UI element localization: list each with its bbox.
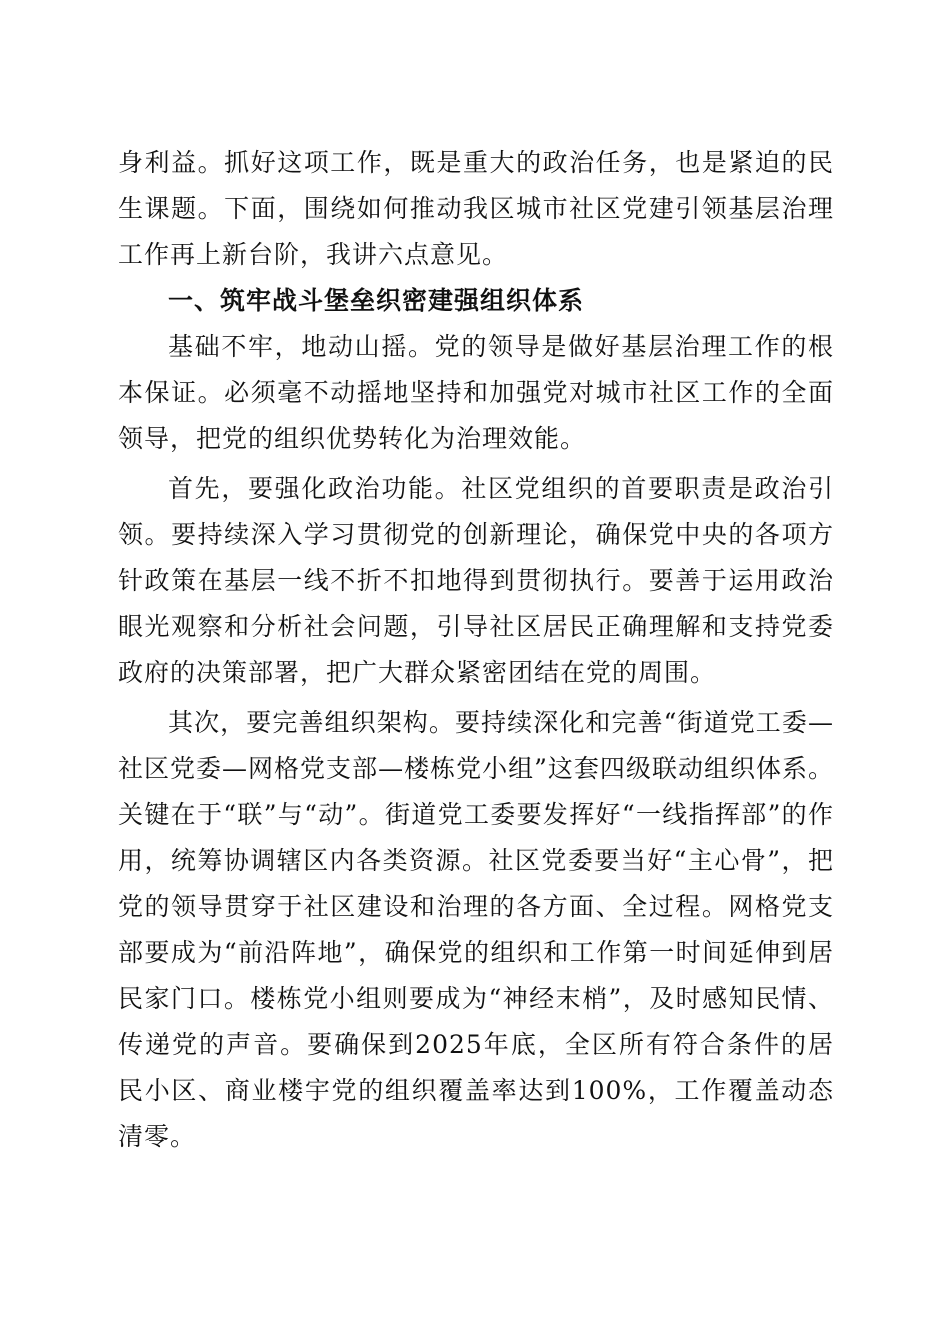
body-paragraph: 首先，要强化政治功能。社区党组织的首要职责是政治引领。要持续深入学习贯彻党的创新理论，确保党中央的各项方针政策在基层一线不折不扣地得到贯彻执行。要善于运用政治眼光观察和分析社会问题，引导社区居民正确理解和支持党委政府的决策部署，把广大群众紧密团结在党的周围。 (118, 474, 834, 687)
body-paragraph: 其次，要完善组织架构。要持续深化和完善“街道党工委—社区党委—网格党支部—楼栋党小组”这套四级联动组织体系。关键在于“联”与“动”。街道党工委要发挥好“一线指挥部”的作用，统筹协调辖区内各类资源。社区党委要当好“主心骨”，把党的领导贯穿于社区建设和治理的各方面、全过程。网格党支部要成为“前沿阵地”，确保党的组织和工作第一时间延伸到居民家门口。楼栋党小组则要成为“神经末梢”，及时感知民情、传递党的声音。要确保到2025年底，全区所有符合条件的居民小区、商业楼宇党的组织覆盖率达到100%，工作覆盖动态清零。 (118, 708, 834, 1151)
opening-paragraph: 身利益。抓好这项工作，既是重大的政治任务，也是紧迫的民生课题。下面，围绕如何推动我区城市社区党建引领基层治理工作再上新台阶，我讲六点意见。 (118, 148, 834, 269)
body-paragraph: 基础不牢，地动山摇。党的领导是做好基层治理工作的根本保证。必须毫不动摇地坚持和加强党对城市社区工作的全面领导，把党的组织优势转化为治理效能。 (118, 332, 834, 453)
document-body (118, 140, 834, 1160)
section-heading: 一、筑牢战斗堡垒织密建强组织体系 (168, 286, 585, 315)
